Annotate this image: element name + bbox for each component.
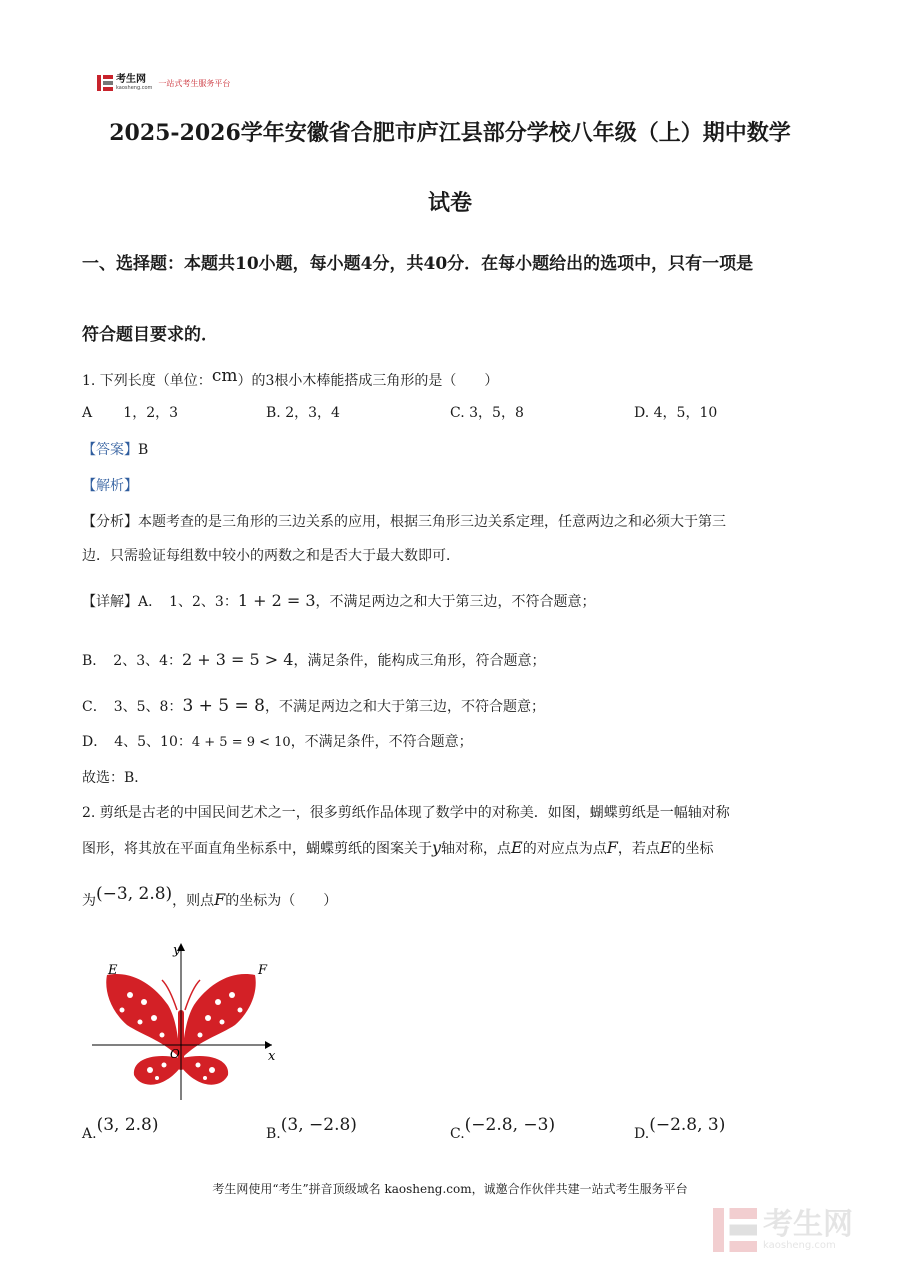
q1-fenxi-line1 <box>82 511 726 531</box>
q2-stem-line3: 为(−3, 2.8)，则点F的坐标为（ ） <box>82 884 338 909</box>
q1-options <box>82 402 842 422</box>
kaosheng-logo-icon <box>97 75 113 91</box>
detail-b-math: 2 + 3 = 5 > 4 <box>182 650 294 669</box>
q1-option-b[interactable]: B. 2，3，4 <box>266 405 340 421</box>
label-f: F <box>258 963 268 978</box>
watermark-domain: kaosheng.com <box>763 1239 836 1251</box>
watermark-name: 考生网 <box>763 1206 853 1242</box>
q2-option-a[interactable]: A.(3, 2.8) <box>82 1115 159 1142</box>
q1-conclusion: 故选：B． <box>82 770 149 786</box>
q1-detail-c: C． 3、5、8：3 + 5 = 8，不满足两边之和大于第三边，不符合题意； <box>82 696 545 716</box>
watermark <box>713 1208 853 1252</box>
q1-unit: cm <box>211 366 238 386</box>
q2-stem-line1: 2. 剪纸是古老的中国民间艺术之一，很多剪纸作品体现了数学中的对称美．如图，蝴蝶剪纸是一幅轴对称 <box>82 805 730 821</box>
var-e-2: E <box>659 838 672 857</box>
answer-value: B <box>138 442 149 458</box>
q1-detail-a: 【详解】A． 1、2、3：1 + 2 = 3，不满足两边之和大于第三边，不符合题意； <box>82 591 596 610</box>
label-x: x <box>268 1049 276 1064</box>
detail-tag: 【详解】 <box>82 594 138 610</box>
var-y: y <box>432 838 442 857</box>
q2-option-b[interactable]: B.(3, −2.8) <box>266 1115 357 1142</box>
page-title-line2: 试卷 <box>427 190 472 216</box>
label-o: O <box>170 1047 180 1061</box>
var-f: F <box>606 838 618 857</box>
butterfly-figure <box>92 940 282 1100</box>
fenxi-text-1: 本题考查的是三角形的三边关系的应用，根据三角形三边关系定理，任意两边之和必须大于第三 <box>138 514 726 530</box>
watermark-logo-icon <box>713 1208 757 1252</box>
q1-detail-d: D． 4、5、10：4 + 5 = 9 < 10，不满足条件，不符合题意； <box>82 734 473 750</box>
logo-name: 考生网 <box>116 74 146 85</box>
detail-d-math: 4 + 5 = 9 < 10 <box>191 735 291 750</box>
q1-fenxi-line2: 边．只需验证每组数中较小的两数之和是否大于最大数即可． <box>82 548 460 564</box>
coord-e: (−3, 2.8) <box>96 884 173 904</box>
q1-option-d[interactable]: D. 4，5，10 <box>634 405 718 421</box>
section-heading-line1: 一、选择题：本题共10小题，每小题4分，共40分．在每小题给出的选项中，只有一项是 <box>82 254 754 274</box>
section-heading-line2: 符合题目要求的． <box>82 325 218 345</box>
page-footer: 考生网使用“考生”拼音顶级域名 kaosheng.com，诚邀合作伙伴共建一站式考生服务平台 <box>212 1182 688 1196</box>
q1-answer <box>82 439 148 459</box>
q1-stem-b: ）的3根小木棒能搭成三角形的是（ ） <box>237 373 499 389</box>
brand-logo <box>97 73 230 93</box>
q2-options <box>82 1115 842 1145</box>
detail-c-math: 3 + 5 = 8 <box>182 696 265 716</box>
fenxi-tag: 【分析】 <box>82 514 138 530</box>
q2-stem-line2: 图形，将其放在平面直角坐标系中，蝴蝶剪纸的图案关于y轴对称，点E的对应点为点F，若点E的坐标 <box>82 838 714 857</box>
q1-detail-b: B． 2、3、4：2 + 3 = 5 > 4，满足条件，能构成三角形，符合题意； <box>82 650 546 669</box>
label-y: y <box>173 943 181 958</box>
answer-tag: 【答案】 <box>82 442 138 458</box>
detail-a-math: 1 + 2 = 3 <box>237 591 316 610</box>
var-e: E <box>511 838 523 857</box>
q1-stem-a: 1. 下列长度（单位： <box>82 373 212 389</box>
q1-option-c[interactable]: C. 3，5，8 <box>450 405 524 421</box>
page-title-line1: 2025-2026学年安徽省合肥市庐江县部分学校八年级（上）期中数学 <box>109 120 791 146</box>
var-f-2: F <box>214 890 226 909</box>
q1-stem <box>82 366 499 390</box>
label-e: E <box>108 963 118 978</box>
q2-option-c[interactable]: C.(−2.8, −3) <box>450 1115 556 1142</box>
logo-domain: kaosheng.com <box>116 85 153 91</box>
analysis-tag: 【解析】 <box>82 478 138 494</box>
q1-option-a[interactable]: A 1，2，3 <box>82 405 179 421</box>
logo-slogan: 一站式考生服务平台 <box>158 78 231 88</box>
q2-option-d[interactable]: D.(−2.8, 3) <box>634 1115 726 1142</box>
